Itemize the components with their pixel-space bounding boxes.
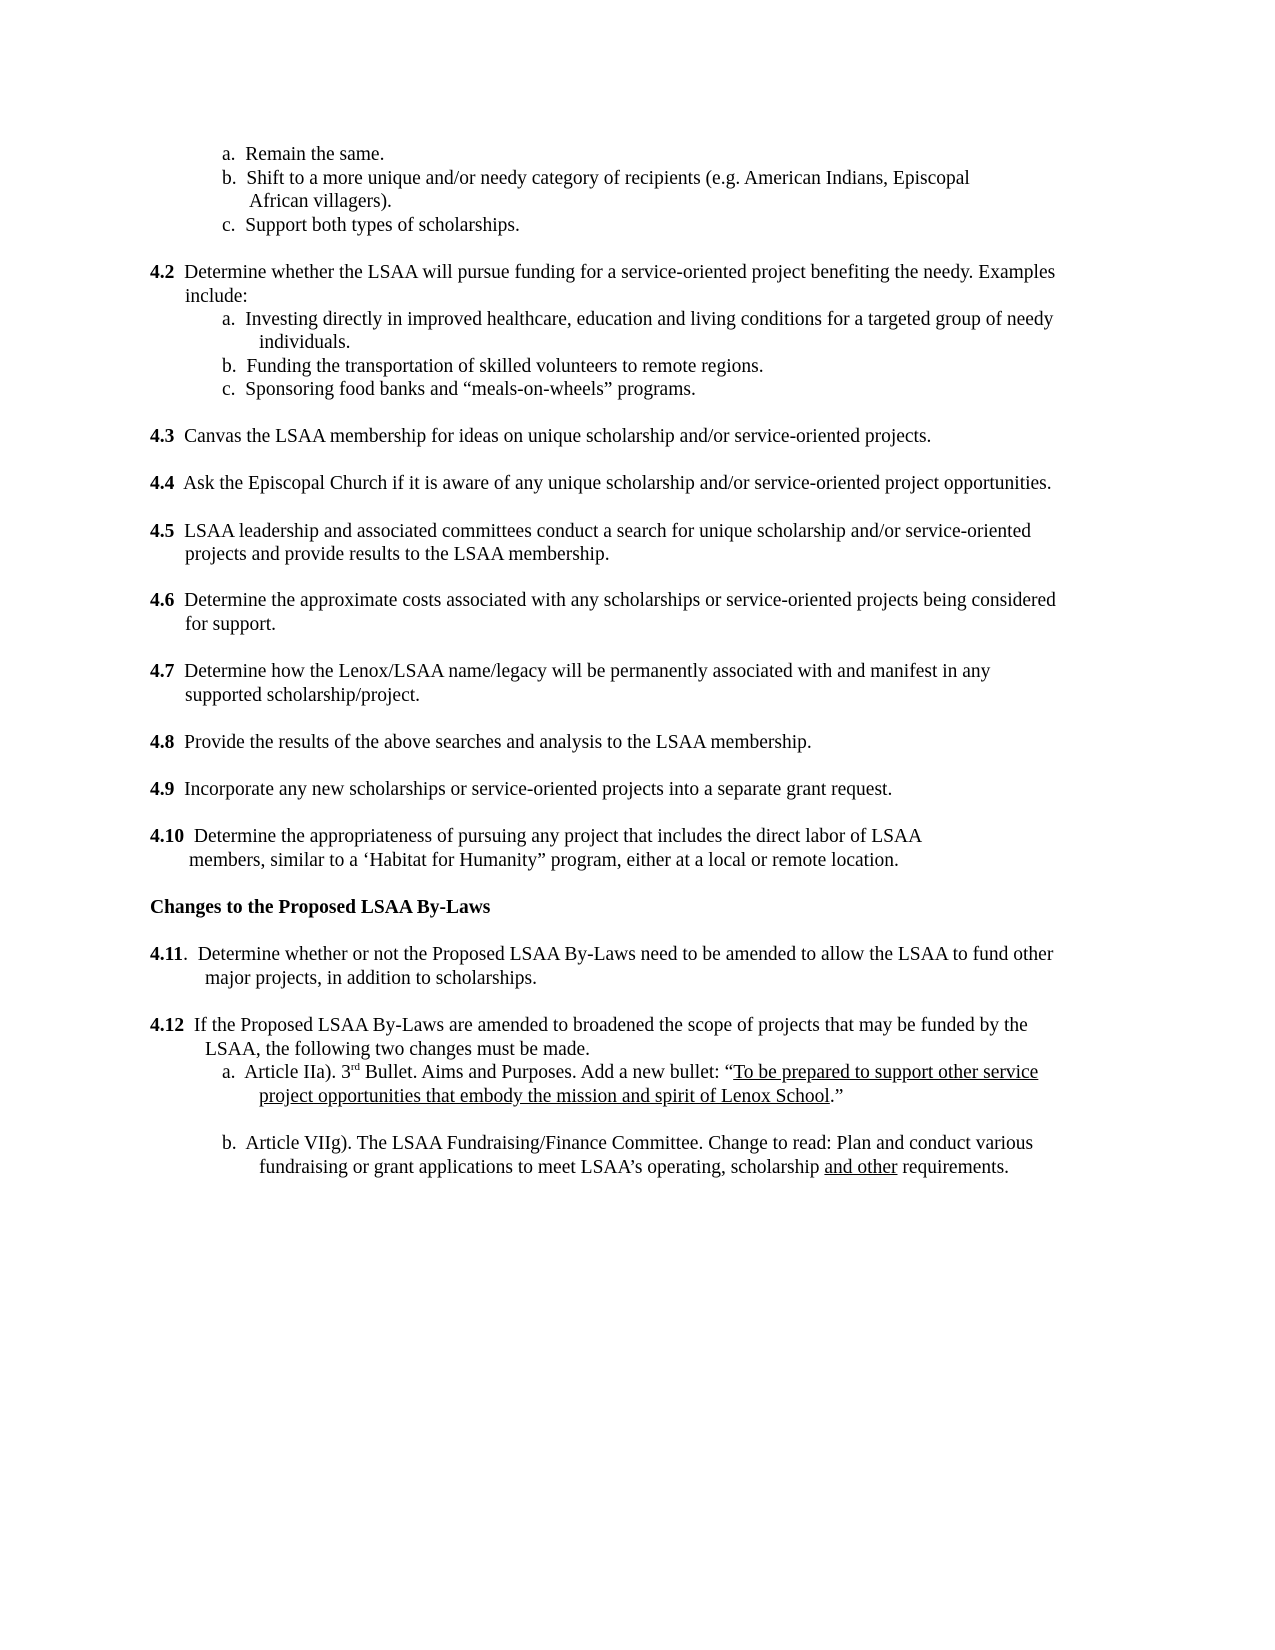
superscript: rd — [350, 1060, 361, 1073]
item-number: 4.2 — [150, 262, 175, 283]
list-item — [222, 167, 970, 191]
item-continuation: LSAA, the following two changes must be made. — [205, 1039, 591, 1060]
list-marker: a. — [222, 1062, 236, 1083]
item-continuation: supported scholarship/project. — [185, 685, 421, 706]
section-4-7 — [150, 660, 1120, 684]
item-number: 4.4 — [150, 473, 175, 494]
section-4-8 — [150, 731, 1120, 755]
underlined-text: To be prepared to support other service — [733, 1062, 1039, 1083]
list-marker: b. — [222, 168, 237, 189]
section-4-11 — [150, 943, 1120, 967]
list-item-text: Remain the same. — [245, 144, 385, 165]
item-number: 4.5 — [150, 521, 175, 542]
section-4-10 — [150, 825, 1120, 849]
section-4-9 — [150, 778, 1120, 802]
item-continuation: major projects, in addition to scholarships. — [205, 968, 537, 989]
item-text: Determine how the Lenox/LSAA name/legacy will be permanently associated with and manifest in any — [184, 661, 991, 682]
item-text: Determine the approximate costs associated with any scholarships or service-oriented projects being considered — [184, 590, 1056, 611]
item-continuation: include: — [185, 286, 248, 307]
section-heading: Changes to the Proposed LSAA By-Laws — [150, 897, 491, 918]
list-item-text: Funding the transportation of skilled volunteers to remote regions. — [246, 356, 764, 377]
item-number: 4.9 — [150, 779, 175, 800]
list-item-continuation — [259, 1156, 1009, 1180]
list-item-text: Article IIa). 3 — [244, 1062, 351, 1083]
list-item-text: Sponsoring food banks and “meals-on-wheels” programs. — [245, 379, 696, 400]
item-text: Canvas the LSAA membership for ideas on unique scholarship and/or service-oriented projects. — [184, 426, 932, 447]
list-item — [222, 1132, 1120, 1156]
list-item-text: Investing directly in improved healthcare, education and living conditions for a targeted group of needy — [245, 309, 1054, 330]
list-item-continuation: individuals. — [259, 332, 351, 353]
list-item-text: requirements. — [897, 1157, 1010, 1178]
list-item-continuation — [259, 1085, 843, 1109]
section-4-6 — [150, 589, 1120, 613]
list-item-text: .” — [829, 1086, 844, 1107]
list-marker: b. — [222, 1133, 237, 1154]
list-item-text: Article VIIg). The LSAA Fundraising/Finance Committee. Change to read: Plan and conduct various — [245, 1133, 1034, 1154]
item-number-suffix: . — [183, 944, 188, 965]
item-text: Determine whether the LSAA will pursue funding for a service-oriented project benefiting the needy. Examples — [184, 262, 1056, 283]
item-text: Determine whether or not the Proposed LSAA By-Laws need to be amended to allow the LSAA to fund other — [197, 944, 1054, 965]
section-4-5 — [150, 520, 1120, 544]
list-item-continuation: African villagers). — [249, 191, 392, 212]
item-number: 4.12 — [150, 1015, 185, 1036]
item-continuation: members, similar to a ‘Habitat for Humanity” program, either at a local or remote location. — [189, 850, 899, 871]
section-4-12 — [150, 1014, 1120, 1038]
section-4-2 — [150, 261, 1120, 285]
item-text: Provide the results of the above searches and analysis to the LSAA membership. — [184, 732, 812, 753]
item-text: Ask the Episcopal Church if it is aware of any unique scholarship and/or service-oriented project opportunities. — [183, 473, 1052, 494]
list-marker: b. — [222, 356, 237, 377]
section-4-3 — [150, 425, 1120, 449]
item-number: 4.11 — [150, 944, 184, 965]
list-item-text: fundraising or grant applications to meet LSAA’s operating, scholarship — [259, 1157, 825, 1178]
list-item — [222, 355, 764, 379]
underlined-text: project opportunities that embody the mission and spirit of Lenox School — [259, 1086, 830, 1107]
list-item — [222, 378, 696, 402]
list-item — [222, 143, 384, 167]
item-number: 4.10 — [150, 826, 185, 847]
item-number: 4.7 — [150, 661, 175, 682]
list-item — [222, 1061, 1120, 1085]
item-continuation: projects and provide results to the LSAA membership. — [185, 544, 610, 565]
list-marker: a. — [222, 309, 236, 330]
item-text: Determine the appropriateness of pursuing any project that includes the direct labor of LSAA — [193, 826, 923, 847]
item-number: 4.6 — [150, 590, 175, 611]
list-marker: a. — [222, 144, 236, 165]
list-item-text: Shift to a more unique and/or needy category of recipients (e.g. American Indians, Episcopal — [246, 168, 970, 189]
list-item — [222, 214, 520, 238]
list-item-text: Bullet. Aims and Purposes. Add a new bullet: “ — [360, 1062, 734, 1083]
item-number: 4.8 — [150, 732, 175, 753]
item-continuation: for support. — [185, 614, 276, 635]
item-text: If the Proposed LSAA By-Laws are amended to broadened the scope of projects that may be funded by the — [193, 1015, 1028, 1036]
list-item — [222, 308, 1120, 332]
section-4-4 — [150, 472, 1120, 496]
item-text: LSAA leadership and associated committees conduct a search for unique scholarship and/or service-oriented — [184, 521, 1032, 542]
list-marker: c. — [222, 215, 236, 236]
underlined-text: and other — [824, 1157, 898, 1178]
item-text: Incorporate any new scholarships or service-oriented projects into a separate grant request. — [184, 779, 893, 800]
item-number: 4.3 — [150, 426, 175, 447]
list-marker: c. — [222, 379, 236, 400]
list-item-text: Support both types of scholarships. — [245, 215, 520, 236]
